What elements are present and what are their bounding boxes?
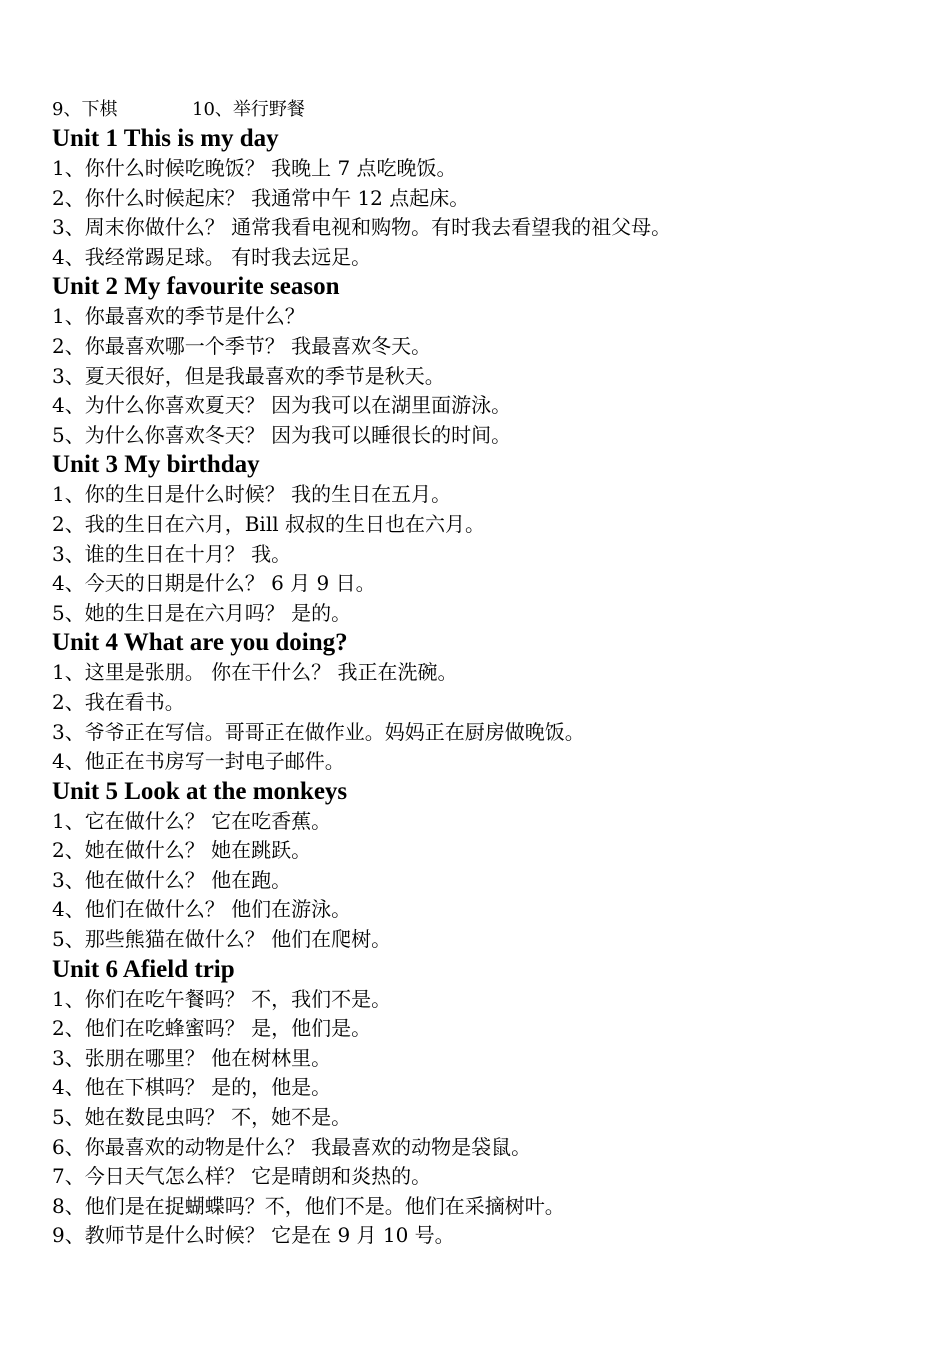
sentence-line: 9、教师节是什么时候？ 它是在 9 月 10 号。 (52, 1223, 455, 1248)
unit-heading: Unit 3 My birthday (52, 451, 260, 479)
unit-heading: Unit 2 My favourite season (52, 273, 340, 301)
sentence-line: 4、他正在书房写一封电子邮件。 (52, 749, 345, 774)
sentence-line: 2、她在做什么？ 她在跳跃。 (52, 838, 312, 863)
unit-section (52, 124, 932, 272)
sentence-line: 1、你的生日是什么时候？ 我的生日在五月。 (52, 482, 452, 507)
sentence-line: 3、他在做什么？ 他在跑。 (52, 867, 292, 892)
sentence-line: 4、他在下棋吗？ 是的，他是。 (52, 1075, 332, 1100)
sentence-line: 3、谁的生日在十月？ 我。 (52, 541, 292, 566)
sentence-line: 3、爷爷正在写信。哥哥正在做作业。妈妈正在厨房做晚饭。 (52, 719, 585, 744)
unit-heading: Unit 4 What are you doing? (52, 629, 348, 657)
sentence-line: 2、我的生日在六月，Bill 叔叔的生日也在六月。 (52, 511, 485, 536)
sentence-line: 1、它在做什么？ 它在吃香蕉。 (52, 808, 332, 833)
sentence-line: 2、你最喜欢哪一个季节？ 我最喜欢冬天。 (52, 333, 432, 358)
sentence-line: 3、周末你做什么？ 通常我看电视和购物。有时我去看望我的祖父母。 (52, 215, 672, 240)
sentence-line: 5、她的生日是在六月吗？ 是的。 (52, 600, 352, 625)
sentence-line: 2、你什么时候起床？ 我通常中午 12 点起床。 (52, 185, 470, 210)
sentence-line: 4、今天的日期是什么？ 6 月 9 日。 (52, 571, 376, 596)
sentence-line: 8、他们是在捉蝴蝶吗？不，他们不是。他们在采摘树叶。 (52, 1193, 565, 1218)
sentence-line: 7、今日天气怎么样？ 它是晴朗和炎热的。 (52, 1164, 432, 1189)
sentence-line: 6、你最喜欢的动物是什么？ 我最喜欢的动物是袋鼠。 (52, 1134, 532, 1159)
document-page (52, 96, 932, 1251)
sentence-line: 4、为什么你喜欢夏天？ 因为我可以在湖里面游泳。 (52, 393, 512, 418)
sentence-line: 1、这里是张朋。 你在干什么？ 我正在洗碗。 (52, 660, 458, 685)
unit-section (52, 955, 932, 1251)
unit-heading: Unit 5 Look at the monkeys (52, 777, 348, 805)
continued-list-line (52, 96, 932, 124)
sentence-line: 5、那些熊猫在做什么？ 他们在爬树。 (52, 927, 392, 952)
unit-section (52, 450, 932, 628)
sentence-line: 2、我在看书。 (52, 689, 185, 714)
unit-heading: Unit 1 This is my day (52, 125, 279, 152)
unit-section (52, 272, 932, 450)
sentence-line: 2、他们在吃蜂蜜吗？ 是，他们是。 (52, 1016, 372, 1041)
sentence-line: 5、她在数昆虫吗？ 不，她不是。 (52, 1105, 352, 1130)
sentence-line: 4、他们在做什么？ 他们在游泳。 (52, 897, 352, 922)
list-item: 10、举行野餐 (192, 99, 305, 120)
sentence-line: 1、你们在吃午餐吗？ 不，我们不是。 (52, 986, 392, 1011)
sentence-line: 5、为什么你喜欢冬天？ 因为我可以睡很长的时间。 (52, 422, 512, 447)
sentence-line: 3、夏天很好，但是我最喜欢的季节是秋天。 (52, 363, 445, 388)
sentence-line: 3、张朋在哪里？ 他在树林里。 (52, 1045, 332, 1070)
unit-heading: Unit 6 Afield trip (52, 955, 235, 983)
list-item: 9、下棋 (52, 99, 118, 120)
sentence-line: 4、我经常踢足球。 有时我去远足。 (52, 244, 372, 269)
sentence-line: 1、你最喜欢的季节是什么？ (52, 304, 305, 329)
unit-section (52, 628, 932, 776)
sentence-line: 1、你什么时候吃晚饭？ 我晚上 7 点吃晚饭。 (52, 156, 457, 180)
unit-section (52, 777, 932, 955)
